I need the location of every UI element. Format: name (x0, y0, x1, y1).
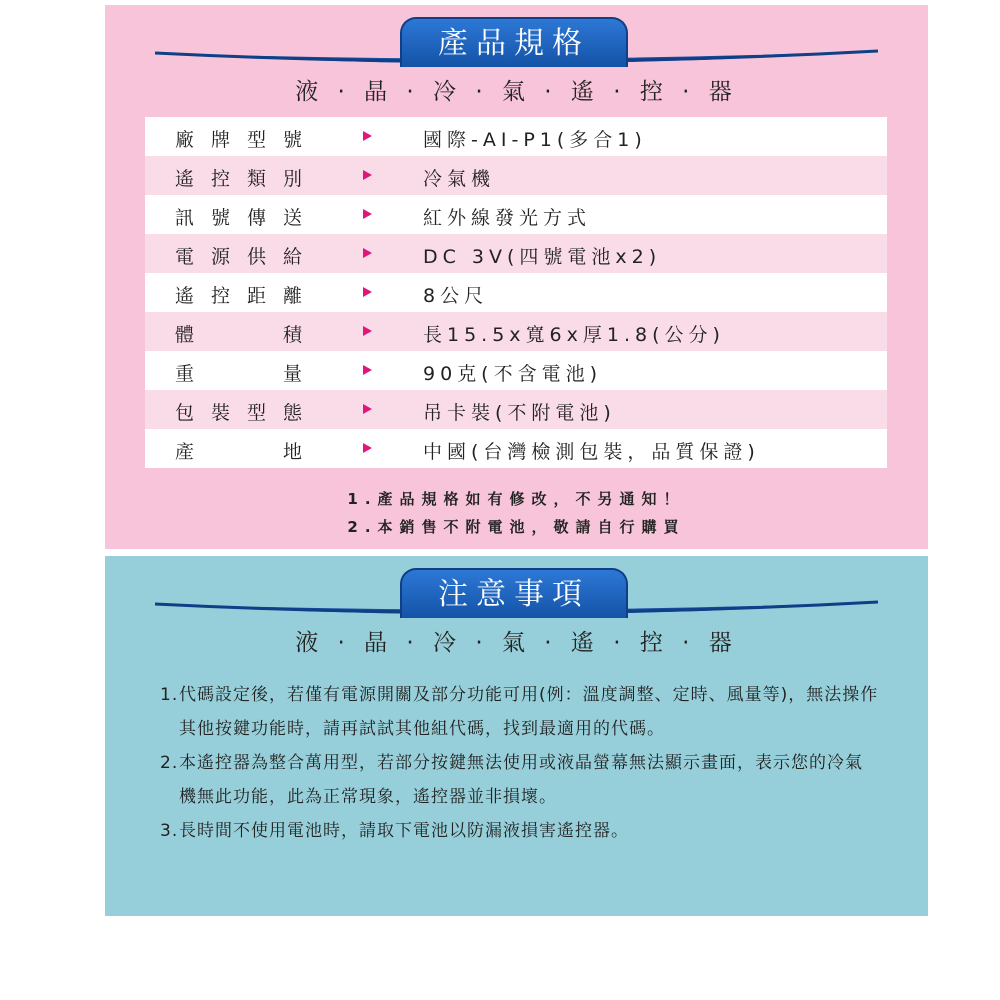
arrow-icon (363, 326, 372, 336)
spec-row-brand-model (145, 117, 887, 156)
spec-key: 訊號傳送 (175, 207, 307, 229)
note-item (160, 814, 880, 848)
spec-row-size (145, 312, 887, 351)
notes-list (160, 678, 880, 848)
spec-key: 包裝型態 (175, 402, 307, 424)
spec-header (105, 5, 928, 105)
notes-subtitle: 液 · 晶 · 冷 · 氣 · 遙 · 控 · 器 (295, 630, 738, 656)
spec-key: 體積 (175, 324, 307, 346)
spec-panel (105, 5, 928, 549)
spec-value: DC 3V(四號電池x2) (423, 246, 662, 268)
spec-row-origin (145, 429, 887, 468)
spec-table (145, 117, 887, 468)
note-text: 長時間不使用電池時，請取下電池以防漏液損害遙控器。 (179, 821, 629, 841)
arrow-icon (363, 287, 372, 297)
spec-key: 遙控類別 (175, 168, 307, 190)
spec-tab-title: 產品規格 (400, 17, 628, 67)
notes-tab-title: 注意事項 (400, 568, 628, 618)
spec-row-packaging (145, 390, 887, 429)
spec-value: 冷氣機 (423, 168, 496, 190)
note-text: 代碼設定後，若僅有電源開關及部分功能可用(例：溫度調整、定時、風量等)，無法操作其他按鍵功能時，請再試試其他組代碼，找到最適用的代碼。 (179, 685, 879, 739)
spec-row-signal (145, 195, 887, 234)
spec-value: 紅外線發光方式 (423, 207, 592, 229)
arrow-icon (363, 209, 372, 219)
spec-value: 90克(不含電池) (423, 363, 603, 385)
spec-footnote: 2.本銷售不附電池，敬請自行購買 (347, 518, 686, 536)
note-item (160, 678, 880, 746)
notes-panel (105, 556, 928, 916)
spec-value: 國際-AI-P1(多合1) (423, 129, 647, 151)
note-number: 3. (160, 821, 179, 841)
arrow-icon (363, 131, 372, 141)
spec-subtitle: 液 · 晶 · 冷 · 氣 · 遙 · 控 · 器 (295, 79, 738, 105)
spec-key: 產地 (175, 441, 307, 463)
note-item (160, 746, 880, 814)
arrow-icon (363, 248, 372, 258)
arrow-icon (363, 404, 372, 414)
note-number: 1. (160, 685, 179, 705)
spec-footnotes (105, 485, 928, 541)
spec-key: 重量 (175, 363, 307, 385)
spec-footnote: 1.產品規格如有修改，不另通知！ (347, 490, 686, 508)
arrow-icon (363, 365, 372, 375)
spec-key: 遙控距離 (175, 285, 307, 307)
spec-row-weight (145, 351, 887, 390)
spec-row-power (145, 234, 887, 273)
note-number: 2. (160, 753, 179, 773)
spec-value: 中國(台灣檢測包裝，品質保證) (423, 441, 760, 463)
spec-value: 8公尺 (423, 285, 489, 307)
spec-row-remote-type (145, 156, 887, 195)
note-text: 本遙控器為整合萬用型，若部分按鍵無法使用或液晶螢幕無法顯示畫面，表示您的冷氣機無此功能，此為正常現象，遙控器並非損壞。 (179, 753, 863, 807)
spec-row-range (145, 273, 887, 312)
spec-key: 廠牌型號 (175, 129, 307, 151)
spec-value: 吊卡裝(不附電池) (423, 402, 616, 424)
notes-header (105, 556, 928, 656)
arrow-icon (363, 170, 372, 180)
spec-key: 電源供給 (175, 246, 307, 268)
arrow-icon (363, 443, 372, 453)
spec-value: 長15.5x寬6x厚1.8(公分) (423, 324, 725, 346)
